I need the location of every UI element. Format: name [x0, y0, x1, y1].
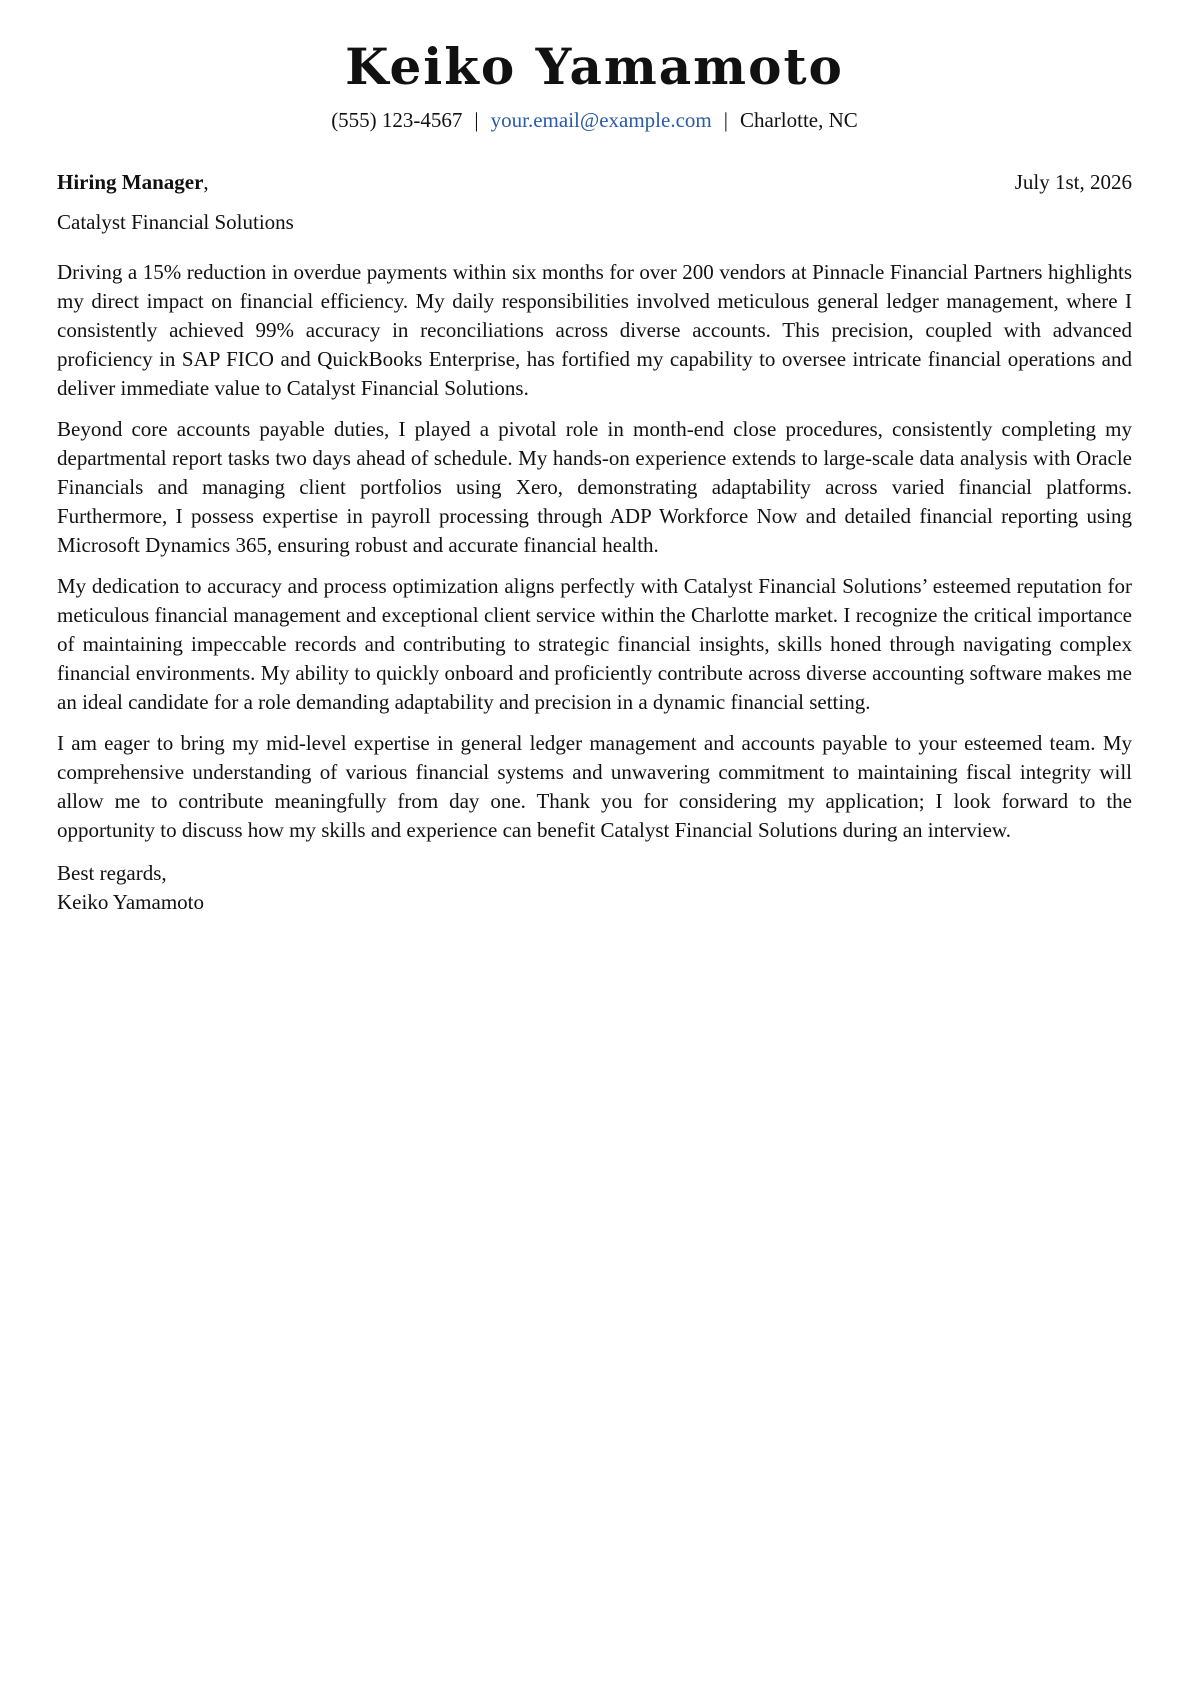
body-paragraph: My dedication to accuracy and process optimization aligns perfectly with Catalyst Financial Solutions’ esteemed reputation for meticulous financial management and exceptional client service within the Charlotte market. I recognize the critical importance of maintaining impeccable records and contributing to strategic financial insights, skills honed through navigating complex financial environments. My ability to quickly onboard and proficiently contribute across diverse accounting software makes me an ideal candidate for a role demanding adaptability and precision in a dynamic financial setting. — [57, 574, 1132, 714]
closing-signature: Keiko Yamamoto — [57, 890, 204, 914]
contact-separator: | — [474, 108, 479, 132]
letter-date: July 1st, 2026 — [1014, 170, 1132, 194]
recipient-name-suffix: , — [203, 170, 209, 194]
cover-letter-page — [57, 0, 1132, 1683]
letter-closing — [57, 859, 1132, 917]
body-paragraph: Driving a 15% reduction in overdue payments within six months for over 200 vendors at Pinnacle Financial Partners highlights my direct impact on financial efficiency. My daily responsibilities involved meticulous general ledger management, where I consistently achieved 99% accuracy in reconciliations across diverse accounts. This precision, coupled with advanced proficiency in SAP FICO and QuickBooks Enterprise, has fortified my capability to oversee intricate financial operations and deliver immediate value to Catalyst Financial Solutions. — [57, 260, 1132, 400]
body-paragraph: I am eager to bring my mid-level expertise in general ledger management and accounts payable to your esteemed team. My comprehensive understanding of various financial systems and unwavering commitment to maintaining fiscal integrity will allow me to contribute meaningfully from day one. Thank you for considering my application; I look forward to the opportunity to discuss how my skills and experience can benefit Catalyst Financial Solutions during an interview. — [57, 731, 1132, 842]
body-paragraph: Beyond core accounts payable duties, I played a pivotal role in month-end close procedures, consistently completing my departmental report tasks two days ahead of schedule. My hands-on experience extends to large-scale data analysis with Oracle Financials and managing client portfolios using Xero, demonstrating adaptability across varied financial platforms. Furthermore, I possess expertise in payroll processing through ADP Workforce Now and detailed financial reporting using Microsoft Dynamics 365, ensuring robust and accurate financial health. — [57, 417, 1132, 557]
recipient-company: Catalyst Financial Solutions — [57, 210, 294, 234]
recipient-line — [57, 168, 209, 196]
applicant-name: Keiko Yamamoto — [345, 37, 844, 96]
closing-salutation: Best regards, — [57, 861, 167, 885]
contact-line — [57, 106, 1132, 134]
letter-header — [57, 37, 1132, 134]
email-link[interactable]: your.email@example.com — [490, 108, 712, 132]
recipient-date-row — [57, 168, 1132, 196]
contact-separator: | — [723, 108, 728, 132]
letter-body — [57, 258, 1132, 845]
location: Charlotte, NC — [739, 108, 858, 132]
recipient-name: Hiring Manager — [57, 170, 204, 194]
phone-number: (555) 123-4567 — [331, 108, 463, 132]
